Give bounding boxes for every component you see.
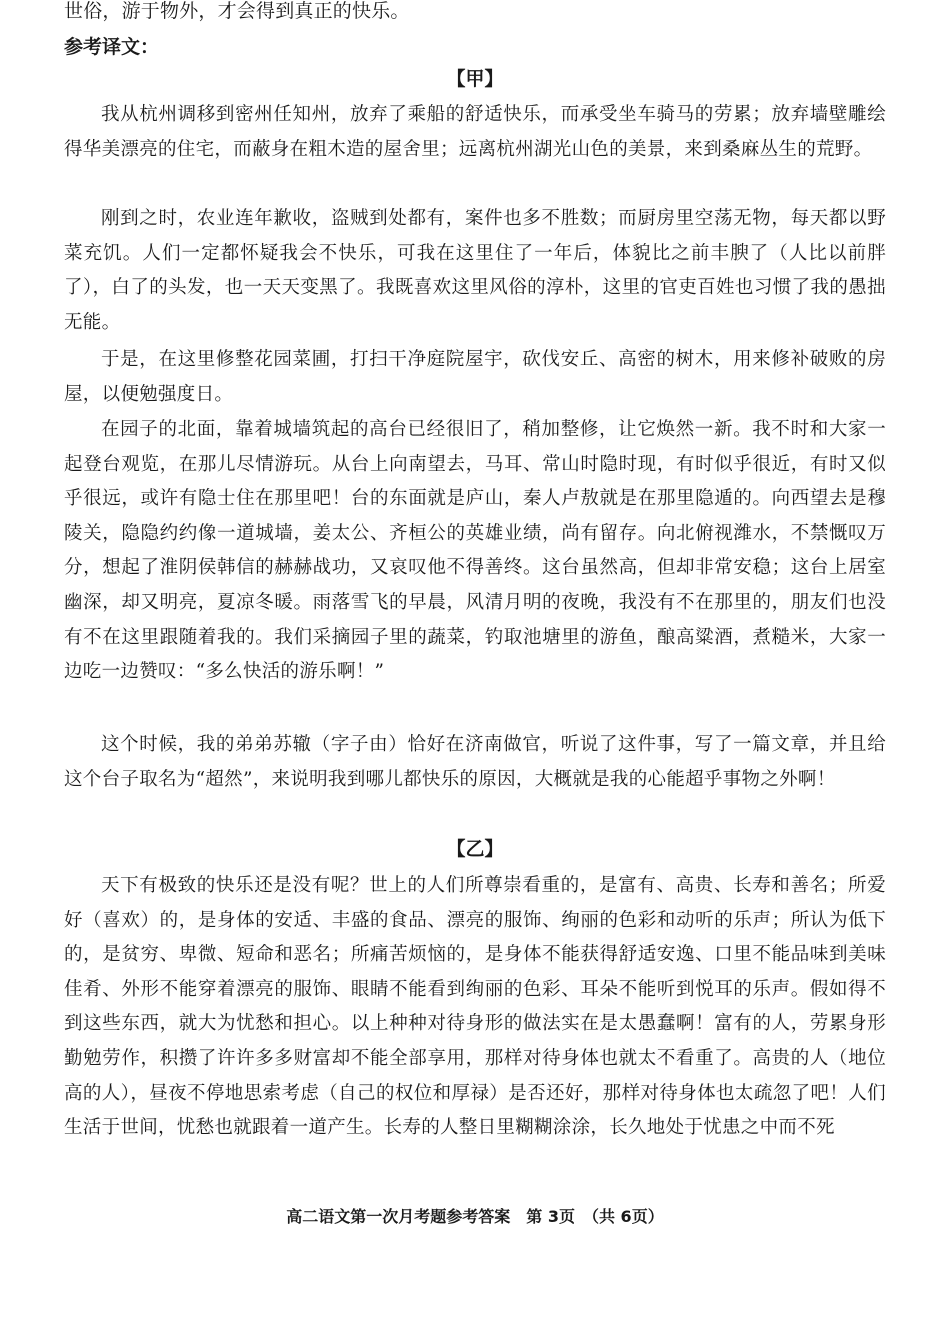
paragraph-jia-4: 在园子的北面，靠着城墙筑起的高台已经很旧了，稍加整修，让它焕然一新。我不时和大家一起登台观览，在那儿尽情游玩。从台上向南望去，马耳、常山时隐时现，有时似乎很近，有时又似乎很远，或许有隐士住在那里吧！台的东面就是庐山，秦人卢敖就是在那里隐遁的。向西望去是穆陵关，隐隐约约像一道城墙，姜太公、齐桓公的英雄业绩，尚有留存。向北俯视潍水，不禁慨叹万分，想起了淮阴侯韩信的赫赫战功，又哀叹他不得善终。这台虽然高，但却非常安稳；这台上居室幽深，却又明亮，夏凉冬暖。雨落雪飞的早晨，风清月明的夜晚，我没有不在那里的，朋友们也没有不在这里跟随着我的。我们采摘园子里的蔬菜，钓取池塘里的游鱼，酿高粱酒，煮糙米，大家一边吃一边赞叹：“多么快活的游乐啊！”: [64, 419, 886, 683]
paragraph-yi-1: 天下有极致的快乐还是没有呢？世上的人们所尊崇看重的，是富有、高贵、长寿和善名；所爱好（喜欢）的，是身体的安适、丰盛的食品、漂亮的服饰、绚丽的色彩和动听的乐声；所认为低下的，是贫穷、卑微、短命和恶名；所痛苦烦恼的，是身体不能获得舒适安逸、口里不能品味到美味佳肴、外形不能穿着漂亮的服饰、眼睛不能看到绚丽的色彩、耳朵不能听到悦耳的乐声。假如得不到这些东西，就大为忧愁和担心。以上种种对待身形的做法实在是太愚蠢啊！富有的人，劳累身形勤勉劳作，积攒了许许多多财富却不能全部享用，那样对待身体也就太不看重了。高贵的人（地位高的人），昼夜不停地思索考虑（自己的权位和厚禄）是否还好，那样对待身体也太疏忽了吧！人们生活于世间，忧愁也就跟着一道产生。长寿的人整日里糊糊涂涂，长久地处于忧患之中而不死: [64, 875, 886, 1139]
section-heading-yi: 【乙】: [446, 838, 504, 860]
paragraph-jia-3: 于是，在这里修整花园菜圃，打扫干净庭院屋宇，砍伐安丘、高密的树木，用来修补破败的房屋，以便勉强度日。: [64, 349, 886, 405]
reference-translation-title: 参考译文：: [64, 36, 160, 58]
paragraph-jia-5: 这个时候，我的弟弟苏辙（字子由）恰好在济南做官，听说了这件事，写了一篇文章，并且给这个台子取名为“超然”，来说明我到哪儿都快乐的原因，大概就是我的心能超乎事物之外啊！: [64, 734, 886, 790]
page-footer: 高二语文第一次月考题参考答案 第 3页 （共 6页）: [286, 1207, 664, 1226]
top-line-text: 世俗，游于物外，才会得到真正的快乐。: [64, 0, 410, 22]
section-heading-jia: 【甲】: [446, 68, 504, 90]
paragraph-jia-1: 我从杭州调移到密州任知州，放弃了乘船的舒适快乐，而承受坐车骑马的劳累；放弃墙壁雕绘得华美漂亮的住宅，而蔽身在粗木造的屋舍里；远离杭州湖光山色的美景，来到桑麻丛生的荒野。: [64, 104, 886, 160]
paragraph-jia-2: 刚到之时，农业连年歉收，盗贼到处都有，案件也多不胜数；而厨房里空荡无物，每天都以野菜充饥。人们一定都怀疑我会不快乐，可我在这里住了一年后，体貌比之前丰腴了（人比以前胖了），白了的头发，也一天天变黑了。我既喜欢这里风俗的淳朴，这里的官吏百姓也习惯了我的愚拙无能。: [64, 208, 886, 333]
